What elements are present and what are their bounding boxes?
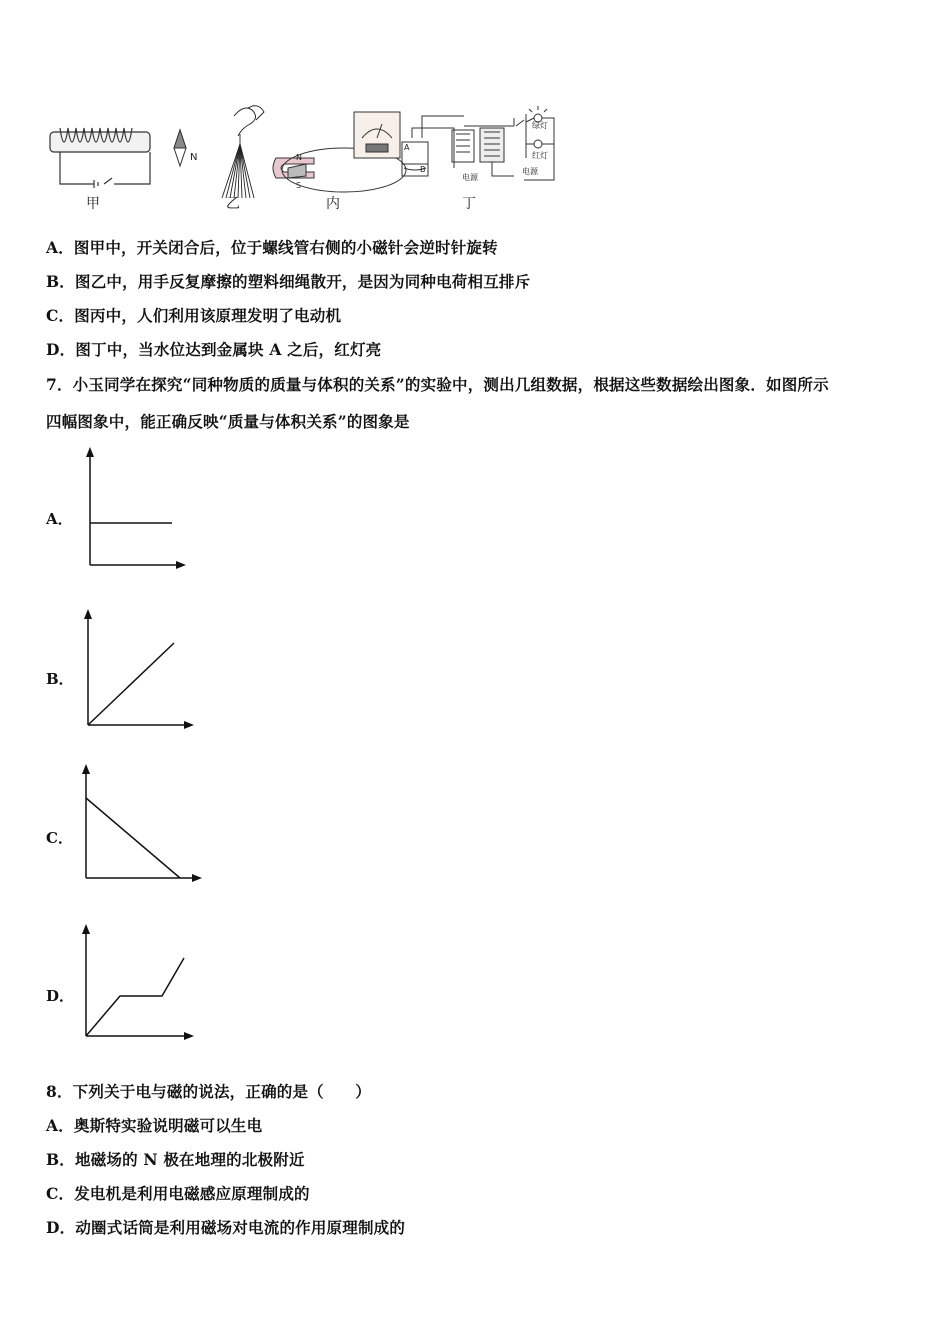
- q8-option-b: B．地磁场的 N 极在地理的北极附近: [46, 1150, 305, 1169]
- compass-needle: [174, 130, 186, 166]
- caption-jia: 甲: [86, 196, 100, 212]
- caption-nei: 内: [326, 196, 340, 212]
- q8-option-a: A．奥斯特实验说明磁可以生电: [46, 1116, 263, 1135]
- q6-option-a: A．图甲中，开关闭合后，位于螺线管右侧的小磁针会逆时针旋转: [46, 238, 498, 257]
- graph-a: [80, 445, 190, 575]
- q8-option-d: D．动圈式话筒是利用磁场对电流的作用原理制成的: [46, 1218, 406, 1237]
- q7-option-b-label: B．: [46, 670, 74, 688]
- solenoid-diagram: [50, 128, 150, 188]
- magnet-n-label: N: [296, 153, 302, 162]
- graph-c: [76, 760, 206, 890]
- q7-option-c-label: C．: [46, 829, 73, 847]
- experiment-figure: [44, 98, 564, 218]
- red-lamp-label: 红灯: [532, 151, 548, 160]
- rope-diagram: [222, 106, 264, 198]
- q7-stem-line2: 四幅图象中，能正确反映“质量与体积关系”的图象是: [46, 412, 410, 431]
- q8-stem: 8．下列关于电与磁的说法，正确的是（ ）: [46, 1082, 371, 1101]
- q6-option-d: D．图丁中，当水位达到金属块 A 之后，红灯亮: [46, 340, 382, 359]
- compass-label: N: [190, 152, 198, 163]
- q7-option-d-label: D．: [46, 987, 75, 1005]
- graph-d: [76, 920, 196, 1050]
- graph-d-line: [86, 958, 184, 1036]
- galvanometer-diagram: [273, 112, 406, 192]
- q7-option-a-label: A．: [46, 510, 73, 528]
- graph-b: [78, 605, 198, 735]
- power-label-1: 电源: [462, 173, 478, 182]
- q6-option-b: B．图乙中，用手反复摩擦的塑料细绳散开，是因为同种电荷相互排斥: [46, 272, 531, 291]
- q6-option-c: C．图丙中，人们利用该原理发明了电动机: [46, 306, 342, 325]
- graph-c-line: [86, 798, 180, 878]
- magnet-s-label: S: [296, 181, 302, 190]
- q7-stem-line1: 7．小玉同学在探究“同种物质的质量与体积的关系”的实验中，测出几组数据，根据这些数据绘出图象．如图所示: [46, 375, 829, 394]
- green-lamp-label: 绿灯: [532, 121, 548, 130]
- metal-a-label: A: [404, 143, 410, 152]
- graph-b-line: [88, 643, 174, 725]
- metal-b-label: B: [420, 165, 426, 174]
- caption-yi: 乙: [226, 196, 240, 212]
- power-label-2: 电源: [522, 167, 538, 176]
- caption-ding: 丁: [462, 196, 476, 212]
- q8-option-c: C．发电机是利用电磁感应原理制成的: [46, 1184, 310, 1203]
